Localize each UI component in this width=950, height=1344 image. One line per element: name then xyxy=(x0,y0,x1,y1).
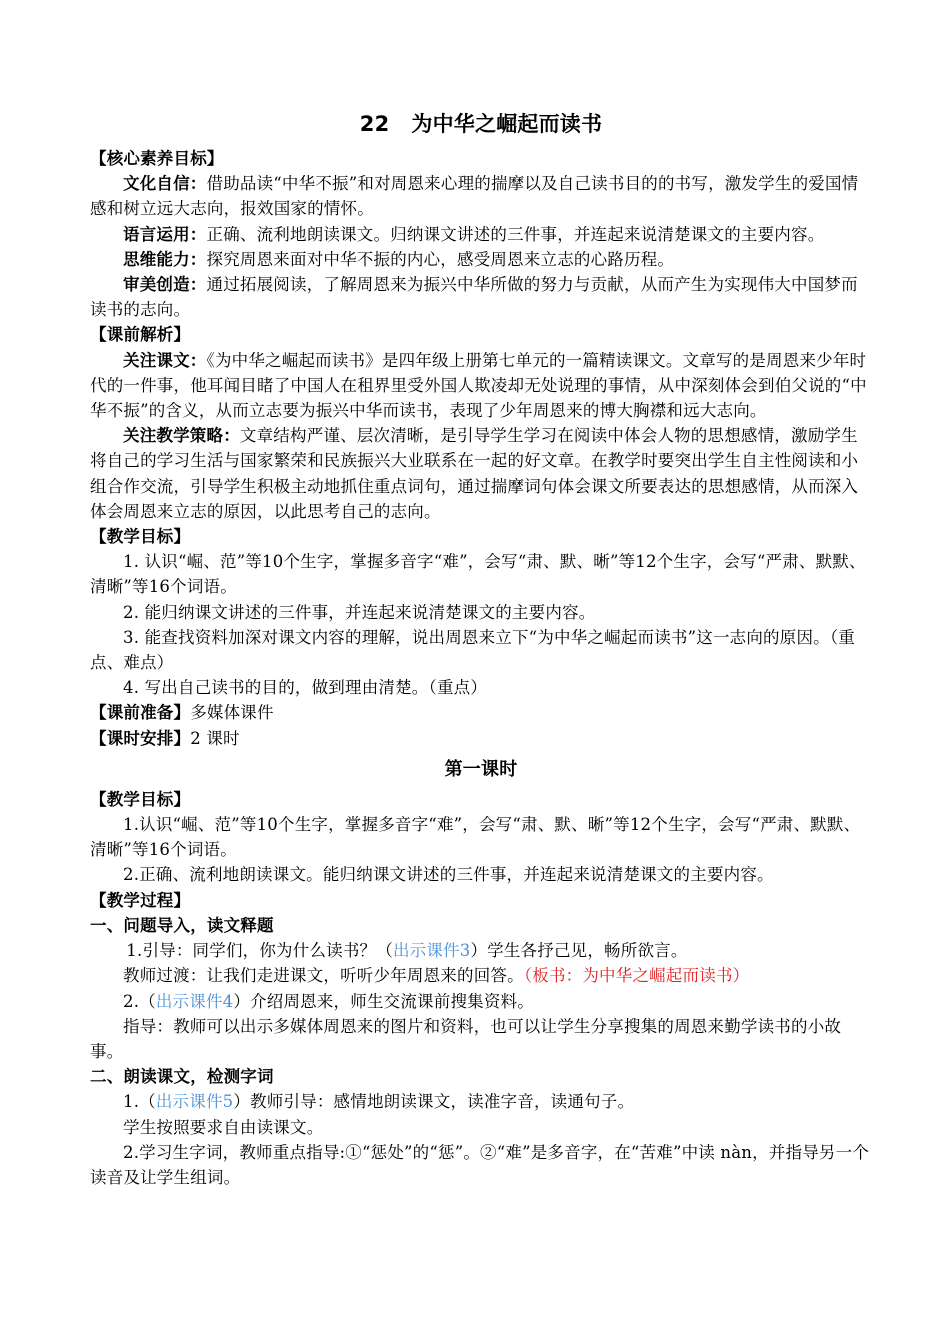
goal-item: 1. 认识“崛、范”等10个生字，掌握多音字“难”，会写“肃、默、晰”等12个生字，会写“严肃、默默、清晰”等16个词语。 xyxy=(90,552,866,597)
section2-step1-text-b: ）教师引导：感情地朗读课文，读准字音，读通句子。 xyxy=(233,1092,635,1112)
section2-step1-text-a: 1.（ xyxy=(123,1092,156,1112)
analysis-strategy-body: 文章结构严谨、层次清晰，是引导学生学习在阅读中体会人物的思想感情，激励学生将自己的学习生活与国家繁荣和民族振兴大业联系在一起的好文章。在教学时要突出学生自主性阅读和小组合作交流，引导学生积极主动地抓住重点词句，通过揣摩词句体会课文所要表达的思想感情，从而深入体会周恩来立志的原因，以此思考自己的志向。 xyxy=(90,426,859,521)
analysis-text-label: 关注课文： xyxy=(123,350,207,370)
section1-step1 xyxy=(90,938,872,963)
section1-step2 xyxy=(90,989,872,1014)
lesson1-goal-item: 2.正确、流利地朗读课文。能归纳课文讲述的三件事，并连起来说清楚课文的主要内容。 xyxy=(123,865,774,885)
analysis-strategy-paragraph xyxy=(90,423,872,524)
section1-step2-text-a: 2.（ xyxy=(123,991,156,1011)
section1-heading: 一、问题导入，读文释题 xyxy=(90,915,274,935)
goals-heading: 【教学目标】 xyxy=(90,527,191,547)
section1-transition-text: 教师过渡：让我们走进课文，听听少年周恩来的回答。 xyxy=(123,966,524,986)
analysis-text-paragraph xyxy=(90,348,872,424)
prep-heading: 【课前准备】 xyxy=(90,703,191,723)
core-thinking-text: 探究周恩来面对中华不振的内心，感受周恩来立志的心路历程。 xyxy=(206,249,675,269)
core-culture-text: 借助品读“中华不振”和对周恩来心理的揣摩以及自己读书目的的书写，激发学生的爱国情感和树立远大志向，报效国家的情怀。 xyxy=(90,174,859,219)
goal-item: 4. 写出自己读书的目的，做到理由清楚。（重点） xyxy=(123,678,488,698)
section1-step1-text-b: ）学生各抒己见，畅所欲言。 xyxy=(470,941,688,961)
lesson1-goal-item: 1.认识“崛、范”等10个生字，掌握多音字“难”，会写“肃、默、晰”等12个生字，会写“严肃、默默、清晰”等16个词语。 xyxy=(90,815,861,860)
analysis-heading: 【课前解析】 xyxy=(90,325,191,345)
section1-step2-text-b: ）介绍周恩来，师生交流课前搜集资料。 xyxy=(233,991,534,1011)
lesson1-goals-heading: 【教学目标】 xyxy=(90,789,191,809)
schedule-heading: 【课时安排】 xyxy=(90,728,191,748)
core-culture-paragraph xyxy=(90,171,872,221)
core-goals-heading: 【核心素养目标】 xyxy=(90,149,224,168)
section2-step1 xyxy=(90,1089,872,1114)
document-title xyxy=(90,108,872,140)
prep-text: 多媒体课件 xyxy=(190,703,274,723)
lesson-number: 22 xyxy=(359,112,390,136)
lesson-title-text: 为中华之崛起而读书 xyxy=(411,112,603,136)
core-aesthetic-text: 通过拓展阅读，了解周恩来为振兴中华所做的努力与贡献，从而产生为实现伟大中国梦而读书的志向。 xyxy=(90,275,858,320)
schedule-text: 2 课时 xyxy=(190,728,240,748)
analysis-text-body: 《为中华之崛起而读书》是四年级上册第七单元的一篇精读课文。文章写的是周恩来少年时代的一件事，他耳闻目睹了中国人在租界里受外国人欺凌却无处说理的事情，从中深刻体会到伯父说的“中华不振”的含义，从而立志要为振兴中华而读书，表现了少年周恩来的博大胸襟和远大志向。 xyxy=(90,350,867,421)
document-page xyxy=(90,108,872,1190)
section2-reading: 学生按照要求自由读课文。 xyxy=(123,1117,324,1137)
schedule-line xyxy=(90,726,872,751)
prep-line xyxy=(90,700,872,725)
blackboard-note: （板书：为中华之崛起而读书） xyxy=(523,966,750,986)
courseware-4-link[interactable]: 出示课件4 xyxy=(155,991,234,1011)
core-culture-label: 文化自信： xyxy=(123,174,207,194)
core-thinking-paragraph xyxy=(90,247,872,272)
section1-step1-text-a: 1.引导：同学们，你为什么读书？（ xyxy=(126,941,393,961)
core-thinking-label: 思维能力： xyxy=(123,249,207,269)
goal-item: 3. 能查找资料加深对课文内容的理解，说出周恩来立下“为中华之崛起而读书”这一志向的原因。（重点、难点） xyxy=(90,627,856,673)
section2-step2: 2.学习生字词，教师重点指导:①“惩处”的“惩”。②“难”是多音字，在“苦难”中读 nàn，并指导另一个读音及让学生组词。 xyxy=(90,1142,870,1187)
section1-guidance: 指导：教师可以出示多媒体周恩来的图片和资料，也可以让学生分享搜集的周恩来勤学读书的小故事。 xyxy=(90,1016,842,1061)
section1-transition xyxy=(90,963,872,988)
core-aesthetic-label: 审美创造： xyxy=(123,275,207,295)
analysis-strategy-label: 关注教学策略： xyxy=(123,426,240,446)
core-language-paragraph xyxy=(90,222,872,247)
lesson1-title: 第一课时 xyxy=(444,758,518,780)
core-aesthetic-paragraph xyxy=(90,272,872,322)
courseware-3-link[interactable]: 出示课件3 xyxy=(392,941,471,961)
section2-heading: 二、朗读课文，检测字词 xyxy=(90,1067,274,1087)
goal-item: 2. 能归纳课文讲述的三件事，并连起来说清楚课文的主要内容。 xyxy=(123,602,596,622)
lesson1-process-heading: 【教学过程】 xyxy=(90,890,191,910)
core-language-text: 正确、流利地朗读课文。归纳课文讲述的三件事，并连起来说清楚课文的主要内容。 xyxy=(206,224,825,244)
courseware-5-link[interactable]: 出示课件5 xyxy=(155,1092,234,1112)
core-language-label: 语言运用： xyxy=(123,224,207,244)
